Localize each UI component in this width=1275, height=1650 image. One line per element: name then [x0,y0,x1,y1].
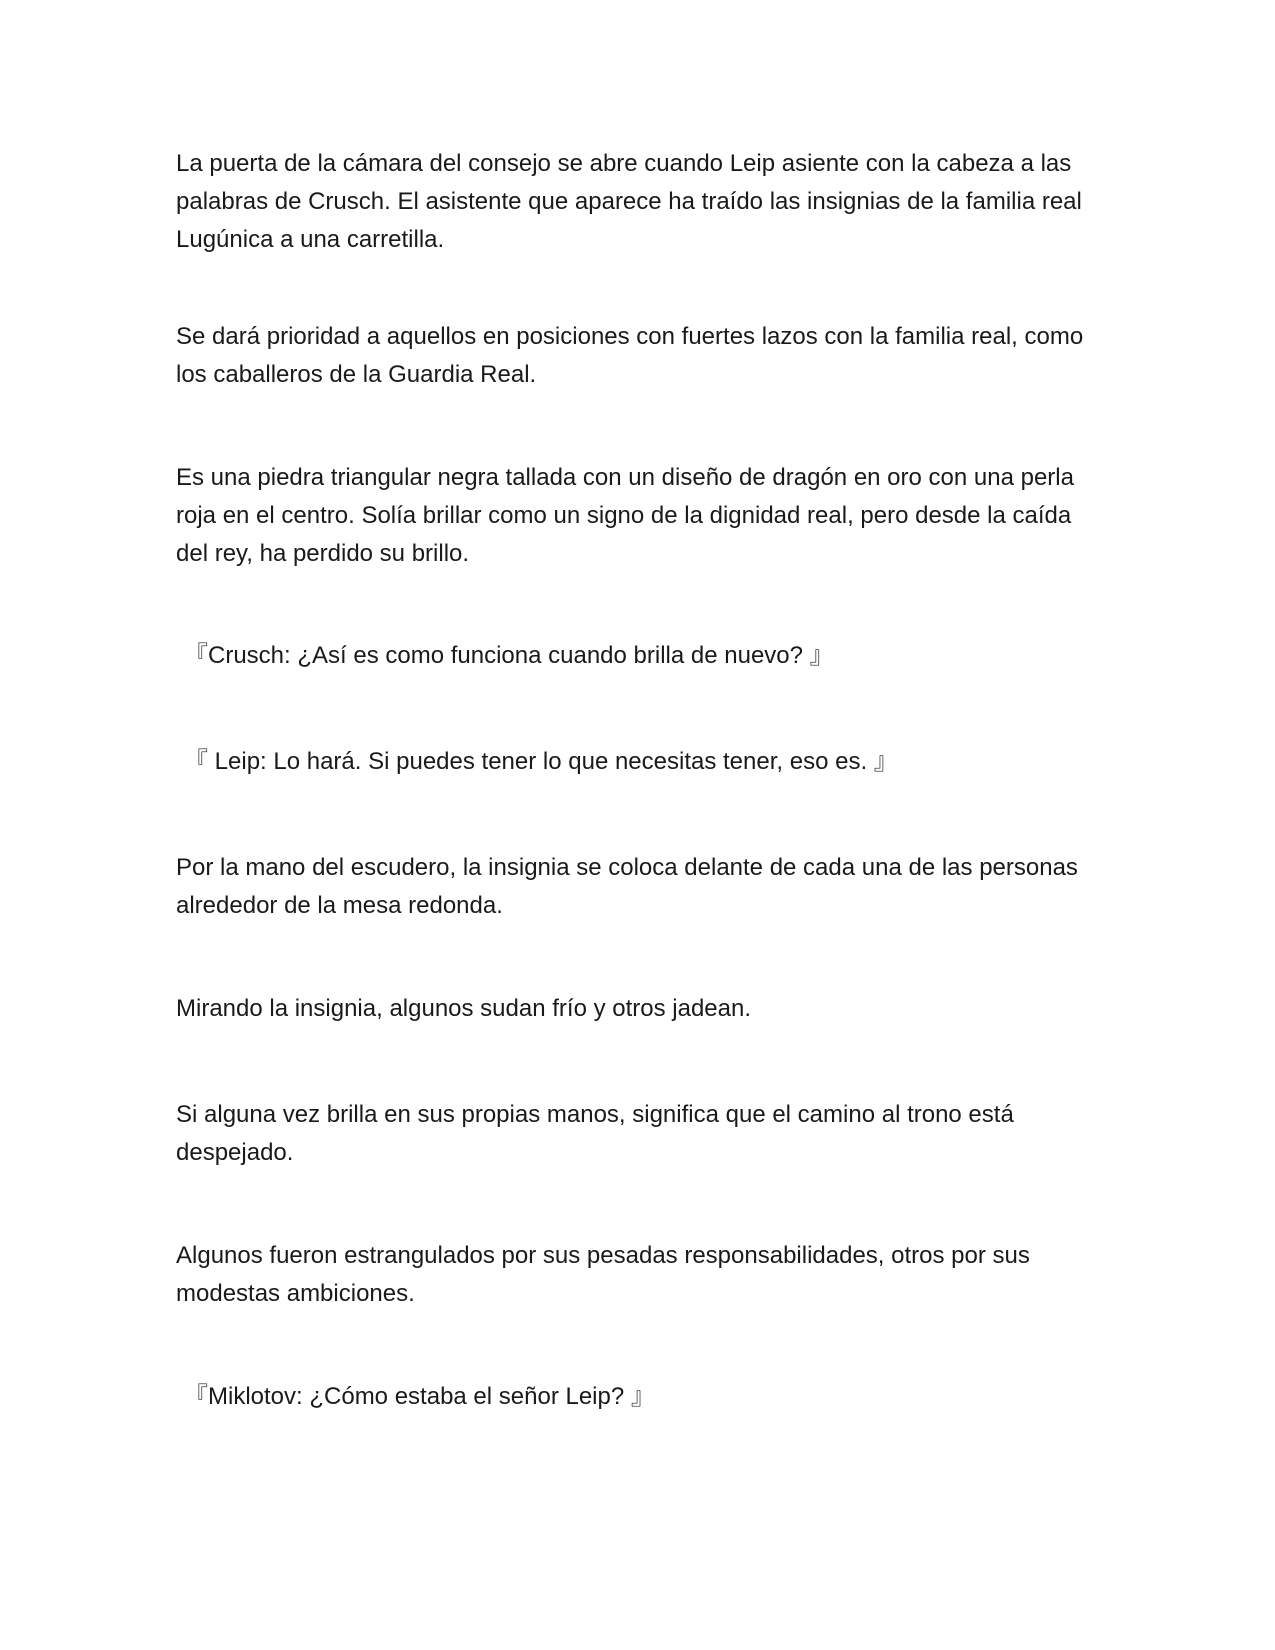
dialogue-leip: 『 Leip: Lo hará. Si puedes tener lo que necesitas tener, eso es. 』 [184,748,898,775]
paragraph-council-door: La puerta de la cámara del consejo se abre cuando Leip asiente con la cabeza a las palabras de Crusch. El asistente que aparece ha traído las insignias de la familia real Lugúnica a una carretilla. [176,150,1082,253]
paragraph-priority: Se dará prioridad a aquellos en posiciones con fuertes lazos con la familia real, como los caballeros de la Guardia Real. [176,323,1084,388]
paragraph-looking: Mirando la insignia, algunos sudan frío y otros jadean. [176,995,752,1022]
paragraph-stone-description: Es una piedra triangular negra tallada con un diseño de dragón en oro con una perla roja en el centro. Solía brillar como un signo de la dignidad real, pero desde la caída del rey, ha perdido su brillo. [176,464,1074,567]
paragraph-throne: Si alguna vez brilla en sus propias manos, significa que el camino al trono está despejado. [176,1101,1014,1166]
paragraph-squire: Por la mano del escudero, la insignia se coloca delante de cada una de las personas alrededor de la mesa redonda. [176,854,1078,919]
dialogue-crusch: 『Crusch: ¿Así es como funciona cuando brilla de nuevo? 』 [184,642,834,669]
dialogue-miklotov: 『Miklotov: ¿Cómo estaba el señor Leip? 』 [184,1383,655,1410]
paragraph-strangled: Algunos fueron estrangulados por sus pesadas responsabilidades, otros por sus modestas ambiciones. [176,1242,1030,1307]
